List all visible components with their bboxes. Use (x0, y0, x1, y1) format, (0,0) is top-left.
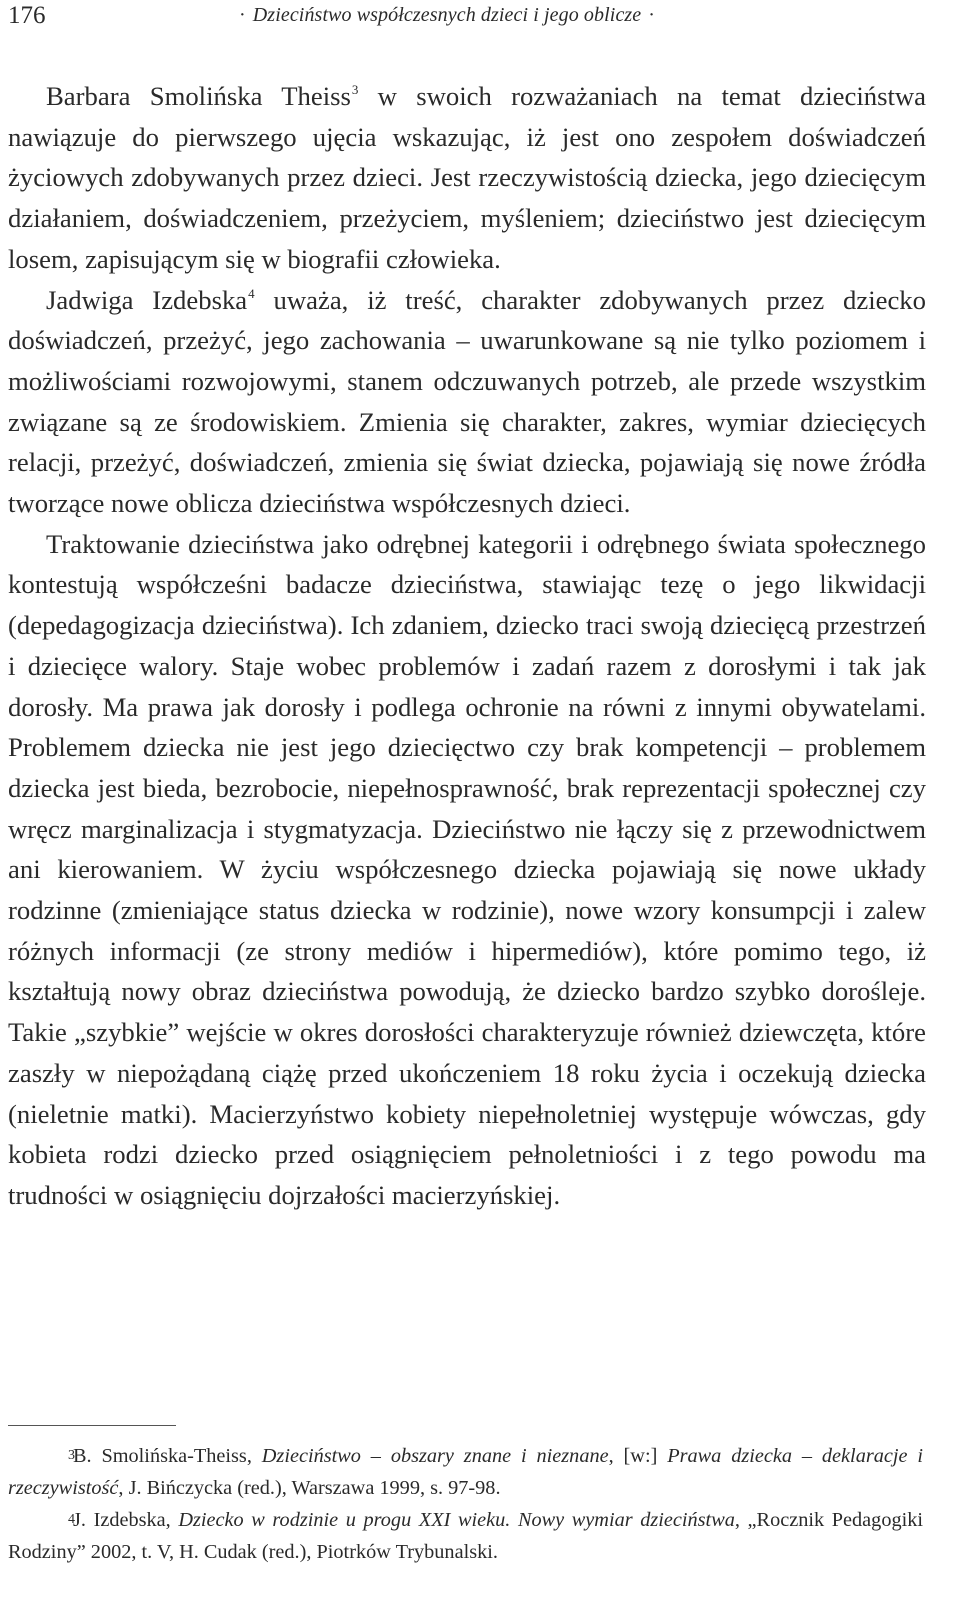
main-text (8, 76, 926, 1216)
footnote-author: B. Smolińska-Theiss, (73, 1445, 262, 1467)
separator-dot: · (239, 4, 246, 26)
footnote-number: 3 (68, 1448, 75, 1463)
page-number: 176 (8, 2, 46, 29)
paragraph (8, 280, 926, 524)
footnote-source: Prawa dziecka – deklaracje i rzeczywistość (8, 1445, 924, 1499)
footnote-title: Dziecko w rodzinie u progu XXI wieku. Nowy wymiar dzieciństwa (178, 1509, 735, 1531)
footnote-divider (8, 1425, 176, 1426)
paragraph-text: Jadwiga Izdebska (46, 284, 248, 315)
paragraph-text: uważa, iż treść, charakter zdobywanych przez dziecko doświadczeń, przeżyć, jego zachowania – uwarunkowane są nie tylko poziomem i możliwościami rozwojowymi, stanem odczuwanych potrzeb, ale przede wszystkim związane są ze środowiskiem. Zmienia się charakter, zakres, wymiar dziecięcych relacji, przeżyć, doświadczeń, zmienia się świat dziecka, pojawiają się nowe źródła tworzące nowe oblicza dzieciństwa współczesnych dzieci. (8, 284, 926, 519)
separator-dot: · (648, 4, 656, 26)
footnote-reference[interactable]: 3 (351, 82, 359, 97)
paragraph-text: Barbara Smolińska Theiss (46, 81, 351, 111)
footnotes (8, 1440, 923, 1568)
paragraph-text: w swoich rozważaniach na temat dzieciństwa nawiązuje do pierwszego ujęcia wskazując, iż jest ono zespołem doświadczeń życiowych zdobywanych przez dzieci. Jest rzeczywistością dziecka, jego dziecięcym działaniem, doświadczeniem, przeżyciem, myśleniem; dzieciństwo jest dziecięcym losem, zapisującym się w biografii człowieka. (8, 81, 927, 274)
paragraph: Traktowanie dzieciństwa jako odrębnej kategorii i odrębnego świata społecznego kontestują współcześni badacze dzieciństwa, stawiając tezę o jego likwidacji (depedagogizacja dzieciństwa). Ich zdaniem, dziecko traci swoją dziecięcą przestrzeń i dziecięce walory. Staje wobec problemów i zadań razem z dorosłymi i tak jak dorosły. Ma prawa jak dorosły i podlega ochronie na równi z innymi obywatelami. Problemem dziecka nie jest jego dziecięctwo czy brak kompetencji – problemem dziecka jest bieda, bezrobocie, niepełnosprawność, brak reprezentacji społecznej czy wręcz marginalizacja i stygmatyzacja. Dzieciństwo nie łączy się z przewodnictwem ani kierowaniem. W życiu współczesnego dziecka pojawiają się nowe układy rodzinne (zmieniające status dziecka w rodzinie), nowe wzory konsumpcji i zalew różnych informacji (ze strony mediów i hipermediów), które pomimo tego, iż kształtują nowy obraz dzieciństwa powodują, że dziecko bardzo szybko dorośleje. Takie „szybkie” wejście w okres dorosłości charakteryzuje również dziewczęta, które zaszły w niepożądaną ciążę przed ukończeniem 18 roku życia i oczekują dziecka (nieletnie matki). Macierzyństwo kobiety niepełnoletniej występuje wówczas, gdy kobieta rodzi dziecko przed osiągnięciem pełnoletniości i z tego powodu ma trudności w osiągnięciu dojrzałości macierzyńskiej. (8, 528, 926, 1210)
footnote-number: 4 (68, 1512, 75, 1527)
footnote (8, 1440, 923, 1504)
footnote-text: , „Rocznik Pedagogiki Rodziny” 2002, t. V, H. Cudak (red.), Piotrków Trybunalski. (8, 1509, 924, 1563)
running-title (232, 4, 662, 27)
running-title-text: Dzieciństwo współczesnych dzieci i jego oblicze (252, 4, 642, 26)
footnote-author: J. Izdebska, (73, 1509, 179, 1531)
paragraph (8, 76, 926, 280)
footnote-title: Dzieciństwo – obszary znane i nieznane (261, 1445, 609, 1467)
footnote-text: , J. Bińczycka (red.), Warszawa 1999, s. 97-98. (118, 1477, 501, 1499)
footnote (8, 1504, 923, 1568)
footnote-reference[interactable]: 4 (248, 285, 255, 301)
running-head (8, 0, 948, 34)
footnote-text: , [w:] (608, 1445, 668, 1467)
